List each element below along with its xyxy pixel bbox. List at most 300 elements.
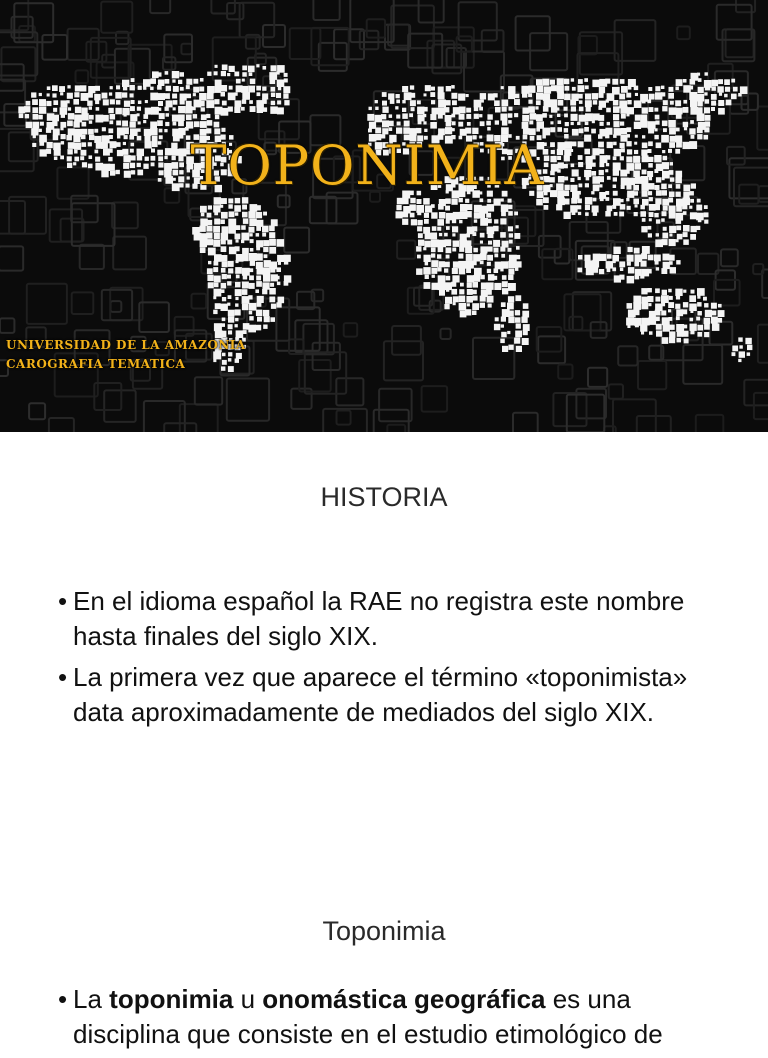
map-dot bbox=[102, 93, 108, 99]
map-dot bbox=[508, 120, 512, 124]
map-dot bbox=[172, 71, 179, 78]
map-dot bbox=[269, 232, 275, 238]
map-dot bbox=[249, 100, 253, 104]
map-dot bbox=[500, 247, 505, 252]
map-dot bbox=[213, 226, 220, 233]
map-dot bbox=[214, 233, 220, 239]
map-dot bbox=[508, 275, 513, 280]
map-dot bbox=[605, 211, 611, 217]
map-dot bbox=[410, 93, 415, 98]
map-dot bbox=[431, 100, 435, 104]
map-dot bbox=[585, 85, 589, 89]
map-dot bbox=[74, 92, 79, 97]
map-dot bbox=[262, 93, 268, 99]
map-dot bbox=[256, 310, 262, 316]
map-dot bbox=[227, 73, 230, 76]
map-dot bbox=[242, 79, 245, 82]
map-dot bbox=[389, 127, 393, 131]
map-dot bbox=[39, 99, 46, 106]
map-dot bbox=[696, 226, 700, 230]
map-dot bbox=[488, 241, 492, 245]
map-dot bbox=[487, 262, 491, 266]
map-dot bbox=[270, 283, 274, 287]
map-dot bbox=[186, 94, 191, 99]
map-dot bbox=[166, 100, 173, 107]
map-dot bbox=[201, 107, 205, 111]
map-dot bbox=[565, 122, 569, 126]
map-dot bbox=[207, 220, 212, 225]
map-dot bbox=[683, 79, 687, 83]
map-dot bbox=[663, 227, 667, 231]
map-dot bbox=[558, 120, 562, 124]
map-dot bbox=[180, 99, 185, 104]
map-dot bbox=[403, 127, 410, 133]
map-dot bbox=[600, 197, 604, 201]
map-dot bbox=[633, 199, 639, 205]
map-dot bbox=[262, 226, 269, 233]
map-dot bbox=[276, 302, 281, 307]
map-dot bbox=[626, 318, 634, 326]
map-dot bbox=[488, 304, 492, 308]
map-dot bbox=[516, 225, 519, 228]
map-dot bbox=[270, 79, 276, 85]
map-dot bbox=[186, 79, 192, 85]
map-dot bbox=[613, 100, 619, 106]
map-dot bbox=[452, 100, 457, 105]
map-dot bbox=[682, 204, 687, 209]
bullet-icon: • bbox=[58, 662, 68, 692]
map-dot bbox=[564, 128, 568, 132]
map-dot bbox=[444, 239, 451, 246]
map-dot bbox=[620, 199, 623, 202]
map-dot bbox=[509, 233, 513, 237]
map-dot bbox=[690, 310, 693, 313]
map-dot bbox=[221, 289, 225, 293]
map-dot bbox=[599, 87, 605, 93]
map-dot bbox=[235, 234, 241, 240]
map-dot bbox=[704, 318, 710, 324]
slide-heading: Toponimia bbox=[322, 916, 446, 946]
map-dot bbox=[705, 72, 708, 75]
map-dot bbox=[704, 212, 709, 217]
map-dot bbox=[241, 107, 245, 111]
map-dot bbox=[543, 197, 549, 203]
map-dot bbox=[683, 107, 689, 113]
map-dot bbox=[173, 107, 176, 110]
map-dot bbox=[501, 332, 507, 338]
map-dot bbox=[542, 79, 549, 86]
map-dot bbox=[431, 268, 437, 274]
map-dot bbox=[668, 302, 674, 308]
map-dot bbox=[94, 94, 101, 101]
map-dot bbox=[250, 79, 256, 85]
map-dot bbox=[82, 113, 89, 120]
map-dot bbox=[544, 86, 551, 93]
map-dot bbox=[269, 288, 276, 295]
map-dot bbox=[613, 198, 621, 206]
map-dot bbox=[138, 101, 142, 105]
map-dot bbox=[467, 122, 471, 126]
map-dot bbox=[221, 255, 227, 261]
map-dot bbox=[739, 345, 742, 348]
map-dot bbox=[369, 107, 372, 110]
history-slide bbox=[0, 432, 768, 864]
map-dot bbox=[516, 246, 520, 250]
map-dot bbox=[717, 86, 723, 92]
map-dot bbox=[465, 246, 472, 253]
map-dot bbox=[628, 267, 634, 273]
map-dot bbox=[648, 226, 652, 230]
map-dot bbox=[689, 206, 692, 209]
map-dot bbox=[635, 93, 638, 96]
map-dot bbox=[277, 100, 281, 104]
map-dot bbox=[130, 93, 134, 97]
map-dot bbox=[186, 115, 192, 121]
bullet-list bbox=[58, 584, 718, 736]
map-dot bbox=[396, 211, 403, 218]
map-dot bbox=[663, 324, 670, 331]
map-dot bbox=[235, 100, 242, 107]
map-dot bbox=[640, 324, 647, 331]
map-dot bbox=[257, 296, 264, 303]
map-dot bbox=[446, 255, 450, 259]
map-dot bbox=[157, 72, 161, 76]
map-dot bbox=[683, 302, 688, 307]
map-dot bbox=[684, 338, 689, 343]
map-dot bbox=[557, 127, 562, 132]
map-dot bbox=[430, 114, 436, 120]
map-dot bbox=[444, 107, 449, 112]
map-dot bbox=[528, 93, 532, 97]
map-dot bbox=[738, 337, 742, 341]
map-dot bbox=[271, 304, 276, 309]
map-dot bbox=[68, 107, 71, 110]
map-dot bbox=[116, 121, 121, 126]
map-dot bbox=[52, 93, 56, 97]
map-dot bbox=[423, 107, 428, 112]
map-dot bbox=[24, 106, 30, 112]
map-dot bbox=[516, 255, 520, 259]
map-dot bbox=[675, 87, 679, 91]
map-dot bbox=[227, 303, 230, 306]
map-dot bbox=[502, 100, 509, 107]
map-dot bbox=[221, 85, 228, 92]
map-dot bbox=[271, 87, 276, 92]
map-dot bbox=[283, 86, 290, 93]
map-dot bbox=[137, 128, 140, 131]
map-dot bbox=[522, 92, 527, 97]
map-dot bbox=[277, 80, 285, 88]
map-dot bbox=[584, 78, 588, 82]
map-dot bbox=[696, 107, 703, 114]
map-dot bbox=[228, 324, 233, 329]
map-dot bbox=[593, 212, 597, 216]
map-dot bbox=[493, 240, 500, 247]
map-dot bbox=[382, 101, 387, 106]
map-dot bbox=[466, 94, 469, 97]
map-dot bbox=[733, 87, 738, 92]
map-dot bbox=[528, 86, 535, 93]
map-dot bbox=[402, 100, 405, 103]
map-dot bbox=[423, 198, 430, 205]
map-dot bbox=[430, 122, 437, 129]
map-dot bbox=[445, 206, 450, 211]
map-dot bbox=[75, 107, 81, 113]
map-dot bbox=[94, 129, 98, 133]
map-dot bbox=[67, 93, 73, 99]
map-dot bbox=[571, 122, 574, 125]
map-dot bbox=[276, 276, 280, 280]
list-item bbox=[58, 584, 718, 654]
map-dot bbox=[110, 99, 115, 104]
map-dot bbox=[592, 206, 599, 213]
map-dot bbox=[61, 100, 68, 107]
map-dot bbox=[452, 121, 456, 125]
map-dot bbox=[479, 212, 485, 218]
map-dot bbox=[523, 330, 528, 335]
map-dot bbox=[207, 72, 211, 76]
map-dot bbox=[276, 71, 279, 74]
map-dot bbox=[711, 317, 718, 324]
map-dot bbox=[89, 115, 94, 120]
map-dot bbox=[669, 255, 675, 261]
map-dot bbox=[256, 212, 262, 218]
map-dot bbox=[495, 107, 501, 113]
map-dot bbox=[256, 281, 262, 287]
map-dot bbox=[682, 309, 687, 314]
map-dot bbox=[501, 324, 504, 327]
map-dot bbox=[745, 338, 751, 344]
map-dot bbox=[649, 218, 652, 221]
map-dot bbox=[159, 113, 165, 119]
map-dot bbox=[269, 226, 275, 232]
map-dot bbox=[122, 80, 129, 87]
map-dot bbox=[33, 114, 39, 120]
map-dot bbox=[669, 107, 677, 115]
map-dot bbox=[474, 107, 479, 112]
map-dot bbox=[438, 92, 445, 99]
map-dot bbox=[502, 275, 507, 280]
list-item bbox=[58, 982, 718, 1052]
map-dot bbox=[439, 290, 445, 296]
map-dot bbox=[200, 226, 206, 232]
map-dot bbox=[172, 115, 179, 122]
map-dot bbox=[220, 220, 225, 225]
map-dot bbox=[214, 323, 222, 331]
map-dot bbox=[481, 100, 484, 103]
map-dot bbox=[425, 275, 429, 279]
map-dot bbox=[557, 78, 564, 85]
map-dot bbox=[284, 100, 289, 105]
map-dot bbox=[634, 122, 641, 129]
map-dot bbox=[628, 86, 632, 90]
map-dot bbox=[647, 296, 653, 302]
map-dot bbox=[213, 296, 216, 299]
map-dot bbox=[452, 233, 455, 236]
map-dot bbox=[255, 289, 259, 293]
map-dot bbox=[214, 71, 218, 75]
map-dot bbox=[256, 240, 263, 247]
map-dot bbox=[487, 269, 491, 273]
map-dot bbox=[620, 79, 625, 84]
map-dot bbox=[732, 346, 738, 352]
map-dot bbox=[207, 93, 214, 100]
map-dot bbox=[229, 86, 233, 90]
map-dot bbox=[264, 316, 270, 322]
map-dot bbox=[227, 240, 232, 245]
map-dot bbox=[577, 122, 580, 125]
map-dot bbox=[550, 121, 553, 124]
map-dot bbox=[186, 85, 190, 89]
map-dot bbox=[459, 114, 465, 120]
map-dot bbox=[647, 269, 652, 274]
map-dot bbox=[284, 260, 288, 264]
map-dot bbox=[704, 205, 708, 209]
map-dot bbox=[242, 92, 250, 100]
map-dot bbox=[214, 212, 218, 216]
map-dot bbox=[690, 234, 696, 240]
map-dot bbox=[124, 101, 130, 107]
university-name: UNIVERSIDAD DE LA AMAZONIA bbox=[6, 338, 246, 352]
map-dot bbox=[67, 121, 73, 127]
map-dot bbox=[515, 261, 521, 267]
map-dot bbox=[137, 113, 140, 116]
map-dot bbox=[619, 275, 624, 280]
map-dot bbox=[500, 268, 503, 271]
map-dot bbox=[38, 115, 43, 120]
map-dot bbox=[236, 330, 244, 338]
map-dot bbox=[704, 220, 708, 224]
map-dot bbox=[635, 323, 639, 327]
map-dot bbox=[235, 282, 241, 288]
map-dot bbox=[221, 212, 228, 219]
map-dot bbox=[487, 199, 491, 203]
map-dot bbox=[480, 241, 483, 244]
map-dot bbox=[53, 100, 58, 105]
map-dot bbox=[635, 115, 641, 121]
map-dot bbox=[446, 226, 450, 230]
map-dot bbox=[642, 246, 650, 254]
map-dot bbox=[676, 260, 680, 264]
map-dot bbox=[284, 73, 288, 77]
map-dot bbox=[523, 108, 529, 114]
map-dot bbox=[472, 303, 479, 310]
map-dot bbox=[474, 268, 482, 276]
map-dot bbox=[249, 303, 257, 311]
map-dot bbox=[718, 79, 723, 84]
map-dot bbox=[738, 359, 741, 362]
map-dot bbox=[668, 93, 674, 99]
map-dot bbox=[529, 120, 533, 124]
map-dot bbox=[649, 94, 655, 100]
map-dot bbox=[663, 100, 668, 105]
map-dot bbox=[453, 212, 460, 219]
map-dot bbox=[256, 86, 261, 91]
map-dot bbox=[242, 205, 247, 210]
map-dot bbox=[669, 233, 672, 236]
map-dot bbox=[515, 310, 520, 315]
map-dot bbox=[508, 205, 512, 209]
map-dot bbox=[557, 85, 564, 92]
map-dot bbox=[228, 330, 232, 334]
slide-heading: HISTORIA bbox=[320, 482, 448, 512]
map-dot bbox=[486, 282, 494, 290]
map-dot bbox=[473, 275, 480, 282]
map-dot bbox=[108, 128, 113, 133]
map-dot bbox=[444, 268, 448, 272]
map-dot bbox=[206, 128, 211, 133]
map-dot bbox=[669, 212, 676, 219]
map-dot bbox=[424, 213, 429, 218]
map-dot bbox=[256, 64, 259, 67]
map-dot bbox=[390, 99, 395, 104]
map-dot bbox=[459, 107, 466, 114]
map-dot bbox=[382, 120, 389, 127]
map-dot bbox=[257, 92, 261, 96]
map-dot bbox=[271, 65, 277, 71]
map-dot bbox=[178, 106, 185, 113]
map-dot bbox=[655, 121, 659, 125]
map-dot bbox=[536, 128, 540, 132]
map-dot bbox=[502, 288, 508, 294]
map-dot bbox=[697, 113, 705, 121]
map-dot bbox=[675, 100, 681, 106]
map-dot bbox=[228, 219, 236, 227]
map-dot bbox=[235, 297, 238, 300]
map-dot bbox=[474, 100, 482, 108]
map-dot bbox=[509, 107, 513, 111]
map-dot bbox=[649, 197, 653, 201]
map-dot bbox=[605, 197, 609, 201]
map-dot bbox=[228, 261, 234, 267]
map-dot bbox=[222, 101, 227, 106]
map-dot bbox=[271, 101, 275, 105]
map-dot bbox=[472, 311, 477, 316]
map-dot bbox=[494, 324, 500, 330]
map-dot bbox=[641, 226, 647, 232]
map-dot bbox=[130, 85, 135, 90]
map-dot bbox=[130, 114, 137, 121]
map-dot bbox=[662, 239, 668, 245]
map-dot bbox=[472, 282, 478, 288]
map-dot bbox=[640, 205, 645, 210]
map-dot bbox=[131, 78, 135, 82]
map-dot bbox=[81, 108, 87, 114]
map-dot bbox=[698, 78, 702, 82]
map-dot bbox=[724, 79, 730, 85]
map-dot bbox=[207, 275, 213, 281]
map-dot bbox=[479, 114, 482, 117]
map-dot bbox=[697, 94, 705, 102]
map-dot bbox=[571, 198, 577, 204]
map-dot bbox=[690, 212, 697, 219]
map-dot bbox=[487, 296, 494, 303]
map-dot bbox=[669, 337, 675, 343]
map-dot bbox=[669, 87, 674, 92]
map-dot bbox=[486, 289, 492, 295]
map-dot bbox=[649, 331, 653, 335]
map-dot bbox=[689, 86, 693, 90]
map-dot bbox=[467, 303, 470, 306]
map-dot bbox=[207, 120, 213, 126]
map-dot bbox=[200, 78, 204, 82]
map-dot bbox=[493, 226, 499, 232]
map-dot bbox=[242, 296, 250, 304]
map-dot bbox=[437, 227, 441, 231]
map-dot bbox=[677, 338, 682, 343]
map-dot bbox=[389, 114, 393, 118]
map-dot bbox=[213, 267, 218, 272]
